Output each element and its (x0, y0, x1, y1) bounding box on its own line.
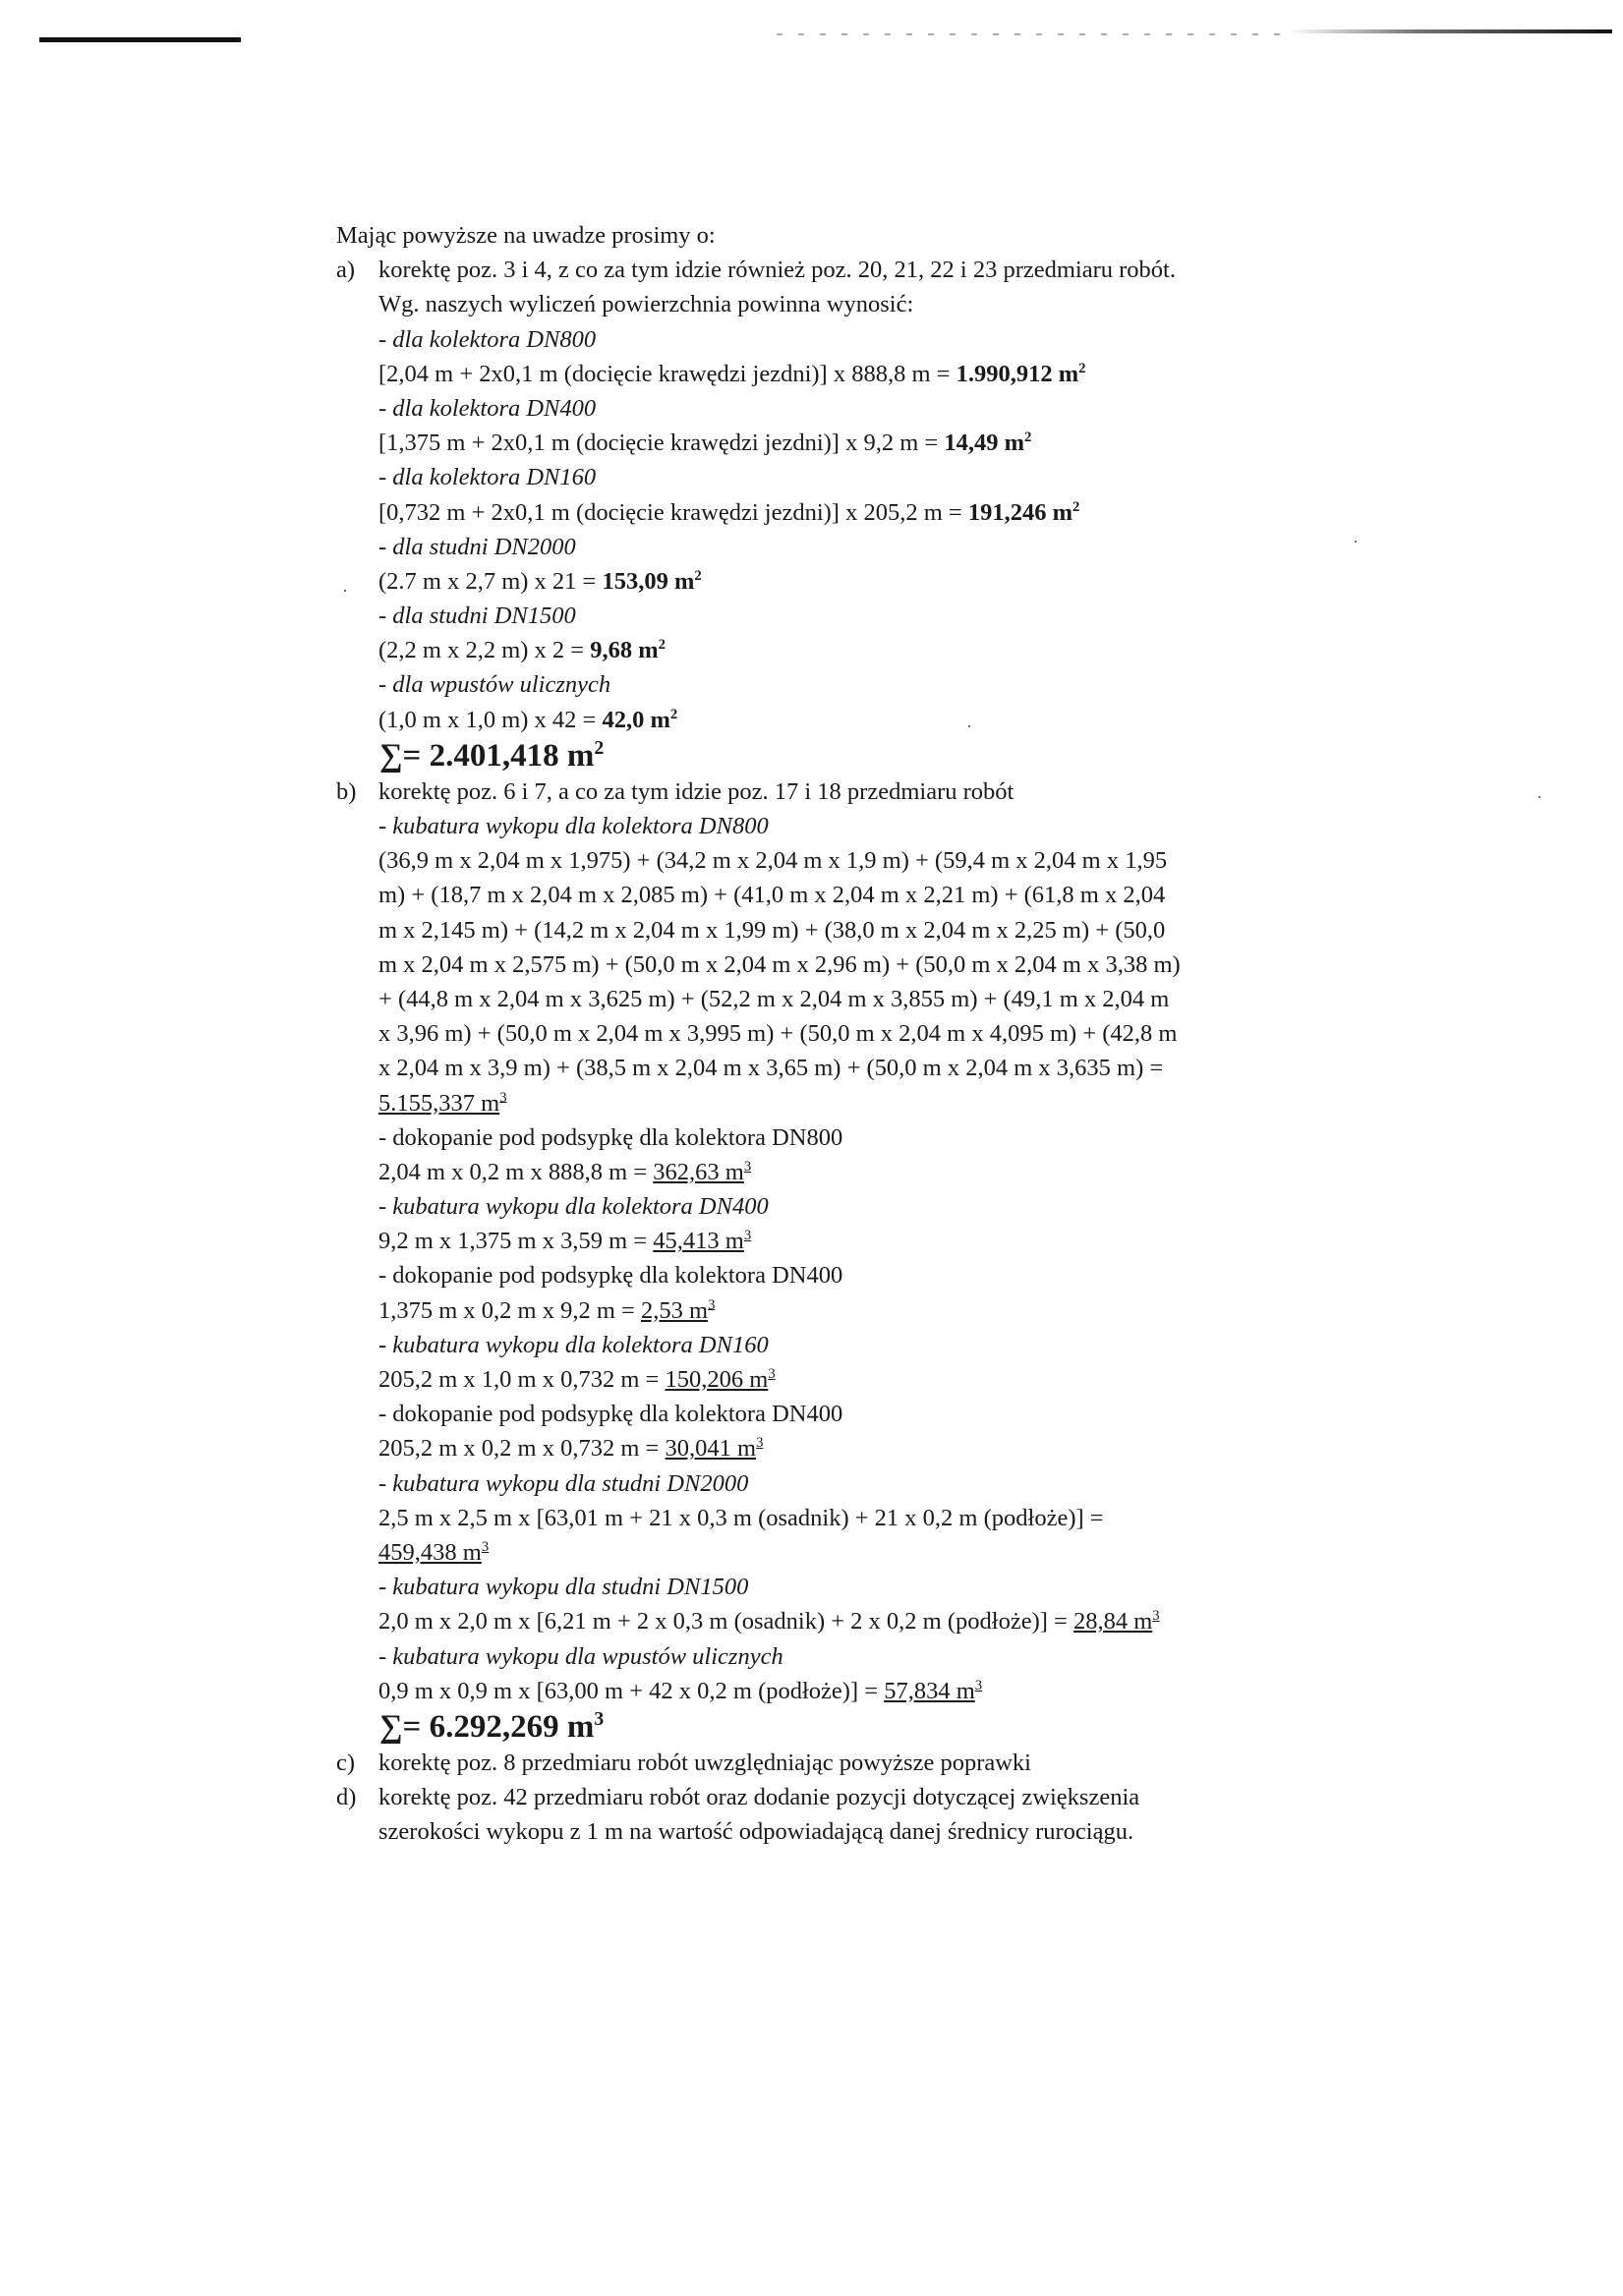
unit-exponent: 3 (481, 1538, 490, 1555)
b-item-result: 362,63 m (653, 1158, 744, 1185)
b-dn800-calc-line: m x 2,145 m) + (14,2 m x 2,04 m x 1,99 m) + (38,0 m x 2,04 m x 2,25 m) + (50,0 (378, 916, 1166, 944)
item-a-marker: a) (336, 257, 356, 284)
a-item-calc: [2,04 m + 2x0,1 m (docięcie krawędzi jezdni)] x 888,8 m = 1.990,912 $m^2$ (378, 360, 1086, 387)
unit-exponent: 3 (756, 1435, 764, 1452)
item-d (336, 1780, 1418, 1814)
b-dn800-calc-line: m x 2,04 m x 2,575 m) + (50,0 m x 2,04 m x 2,96 m) + (50,0 m x 2,04 m x 3,38 m) (378, 950, 1181, 978)
b-dn800-label: - kubatura wykopu dla kolektora DN800 (378, 813, 769, 839)
scan-artifact-right (1288, 29, 1612, 33)
a-item-result: 14,49 m (944, 430, 1024, 457)
unit-exponent: 2 (594, 736, 605, 759)
b-dn800-calc-line: (36,9 m x 2,04 m x 1,975) + (34,2 m x 2,04 m x 1,9 m) + (59,4 m x 2,04 m x 1,95 (378, 847, 1168, 875)
a-item-result: 191,246 m (967, 498, 1072, 526)
a-item-calc: (2.7 m x 2,7 m) x 21 = 153,09 $m^2$ (378, 567, 702, 595)
b-wpust-calc: 0,9 m x 0,9 m x [63,00 m + 42 x 0,2 m (podłoże)] = 57,834 $m^3$ (378, 1677, 983, 1704)
item-d-text: korektę poz. 42 przedmiaru robót oraz dodanie pozycji dotyczącej zwiększenia (378, 1784, 1140, 1811)
unit-exponent: 2 (694, 567, 702, 584)
a-item-result: 1.990,912 m (956, 360, 1079, 387)
b-dn2000-calc: 2,5 m x 2,5 m x [63,01 m + 21 x 0,3 m (osadnik) + 21 x 0,2 m (podłoże)] = (378, 1504, 1104, 1531)
unit-exponent: 3 (1152, 1608, 1160, 1625)
a-item-calc: [0,732 m + 2x0,1 m (docięcie krawędzi jezdni)] x 205,2 m = 191,246 $m^2$ (378, 498, 1080, 526)
b-item-calc: 9,2 m x 1,375 m x 3,59 m = 45,413 $m^3$ (378, 1228, 752, 1255)
a-item-label: - dla kolektora DN160 (378, 464, 597, 491)
b-item-calc: 205,2 m x 0,2 m x 0,732 m = 30,041 $m^3$ (378, 1435, 764, 1463)
b-item-result: 45,413 m (653, 1228, 744, 1255)
unit-exponent: 3 (743, 1158, 752, 1175)
b-dn1500-label: - kubatura wykopu dla studni DN1500 (378, 1574, 749, 1601)
unit-exponent: 3 (768, 1365, 776, 1382)
intro-line: Mając powyższe na uwadze prosimy o: (336, 222, 716, 249)
b-item-calc: 1,375 m x 0,2 m x 9,2 m = 2,53 $m^3$ (378, 1296, 716, 1324)
b-wpust-label: - kubatura wykopu dla wpustów ulicznych (378, 1642, 783, 1670)
a-item-calc: (1,0 m x 1,0 m) x 42 = 42,0 $m^2$ (378, 706, 678, 733)
b-item-label: - dokopanie pod podsypkę dla kolektora DN400 (378, 1262, 843, 1290)
b-wpust-result: 57,834 m (884, 1677, 975, 1704)
item-d-text-continued: szerokości wykopu z 1 m na wartość odpowiadającą danej średnicy rurociągu. (378, 1818, 1134, 1846)
b-dn2000-result: 459,438 m (378, 1538, 482, 1566)
b-dn800-calc-line: x 2,04 m x 3,9 m) + (38,5 m x 2,04 m x 3,65 m) + (50,0 m x 2,04 m x 3,635 m) = (378, 1055, 1164, 1082)
item-b-marker: b) (336, 777, 357, 805)
b-item-label: - dokopanie pod podsypkę dla kolektora DN400 (378, 1401, 843, 1428)
b-item-calc: 205,2 m x 1,0 m x 0,732 m = 150,206 $m^3$ (378, 1365, 776, 1393)
b-dn2000-result-line (336, 1535, 1418, 1570)
a-item-label: - dla kolektora DN400 (378, 394, 597, 422)
a-item-result: 42,0 m (602, 706, 670, 733)
unit-exponent: 2 (1024, 429, 1032, 445)
unit-exponent: 3 (974, 1677, 983, 1693)
b-item-calc: 2,04 m x 0,2 m x 888,8 m = 362,63 $m^3$ (378, 1158, 752, 1185)
item-b-text: korektę poz. 6 i 7, a co za tym idzie poz. 17 i 18 przedmiaru robót (378, 777, 1014, 805)
unit-exponent: 2 (658, 637, 667, 654)
b-dn800-result-line (336, 1086, 1418, 1120)
b-dn800-result: 5.155,337 m (378, 1089, 500, 1117)
unit-exponent: 3 (708, 1296, 716, 1313)
b-dn800-calc-line: m) + (18,7 m x 2,04 m x 2,085 m) + (41,0 m x 2,04 m x 2,21 m) + (61,8 m x 2,04 (378, 882, 1166, 909)
b-item-label: - kubatura wykopu dla kolektora DN400 (378, 1193, 769, 1221)
b-dn800-calc-line: x 3,96 m) + (50,0 m x 2,04 m x 3,995 m) + (50,0 m x 2,04 m x 4,095 m) + (42,8 m (378, 1020, 1178, 1048)
unit-exponent: 2 (1072, 498, 1080, 515)
a-item-result: 153,09 m (602, 567, 695, 595)
item-a-text: korektę poz. 3 i 4, z co za tym idzie również poz. 20, 21, 22 i 23 przedmiaru robót. (378, 257, 1176, 284)
b-dn1500-calc: 2,0 m x 2,0 m x [6,21 m + 2 x 0,3 m (osadnik) + 2 x 0,2 m (podłoże)] = 28,84 $m^3$ (378, 1608, 1160, 1636)
unit-exponent: 3 (743, 1228, 752, 1244)
a-item-label: - dla studni DN2000 (378, 533, 576, 560)
a-item-result: 9,68 m (590, 637, 659, 664)
scan-artifact-left (39, 37, 241, 42)
item-b (336, 775, 1418, 809)
document-body (336, 218, 1418, 1849)
b-dn800-calc-line: + (44,8 m x 2,04 m x 3,625 m) + (52,2 m x 2,04 m x 3,855 m) + (49,1 m x 2,04 m (378, 985, 1170, 1012)
item-a-subtext: Wg. naszych wyliczeń powierzchnia powinna wynosić: (378, 291, 914, 318)
item-a (336, 253, 1418, 287)
b-sum: ∑= 6.292,269 $m^3$ (379, 1707, 605, 1745)
b-dn2000-label: - kubatura wykopu dla studni DN2000 (378, 1469, 749, 1497)
b-item-result: 150,206 m (665, 1366, 769, 1393)
b-item-label: - dokopanie pod podsypkę dla kolektora DN800 (378, 1123, 843, 1151)
unit-exponent: 2 (669, 706, 678, 722)
a-sum: ∑= 2.401,418 $m^2$ (379, 736, 605, 774)
a-item-label: - dla kolektora DN800 (378, 325, 597, 353)
b-item-result: 30,041 m (665, 1435, 757, 1463)
a-item-label: - dla studni DN1500 (378, 603, 576, 630)
a-item-calc: [1,375 m + 2x0,1 m (docięcie krawędzi jezdni)] x 9,2 m = 14,49 $m^2$ (378, 429, 1032, 457)
b-item-result: 2,53 m (641, 1296, 709, 1324)
unit-exponent: 3 (594, 1707, 605, 1730)
scan-artifact-dots (777, 33, 1288, 35)
item-c-text: korektę poz. 8 przedmiaru robót uwzględniając powyższe poprawki (378, 1749, 1031, 1776)
item-d-marker: d) (336, 1784, 357, 1811)
a-item-label: - dla wpustów ulicznych (378, 671, 611, 699)
scan-speck (1538, 796, 1540, 798)
unit-exponent: 3 (499, 1089, 507, 1106)
b-item-label: - kubatura wykopu dla kolektora DN160 (378, 1331, 769, 1358)
a-item-calc: (2,2 m x 2,2 m) x 2 = 9,68 $m^2$ (378, 637, 667, 664)
item-c-marker: c) (336, 1749, 356, 1776)
b-dn1500-result: 28,84 m (1072, 1608, 1153, 1636)
item-c (336, 1746, 1418, 1780)
unit-exponent: 2 (1078, 360, 1086, 376)
